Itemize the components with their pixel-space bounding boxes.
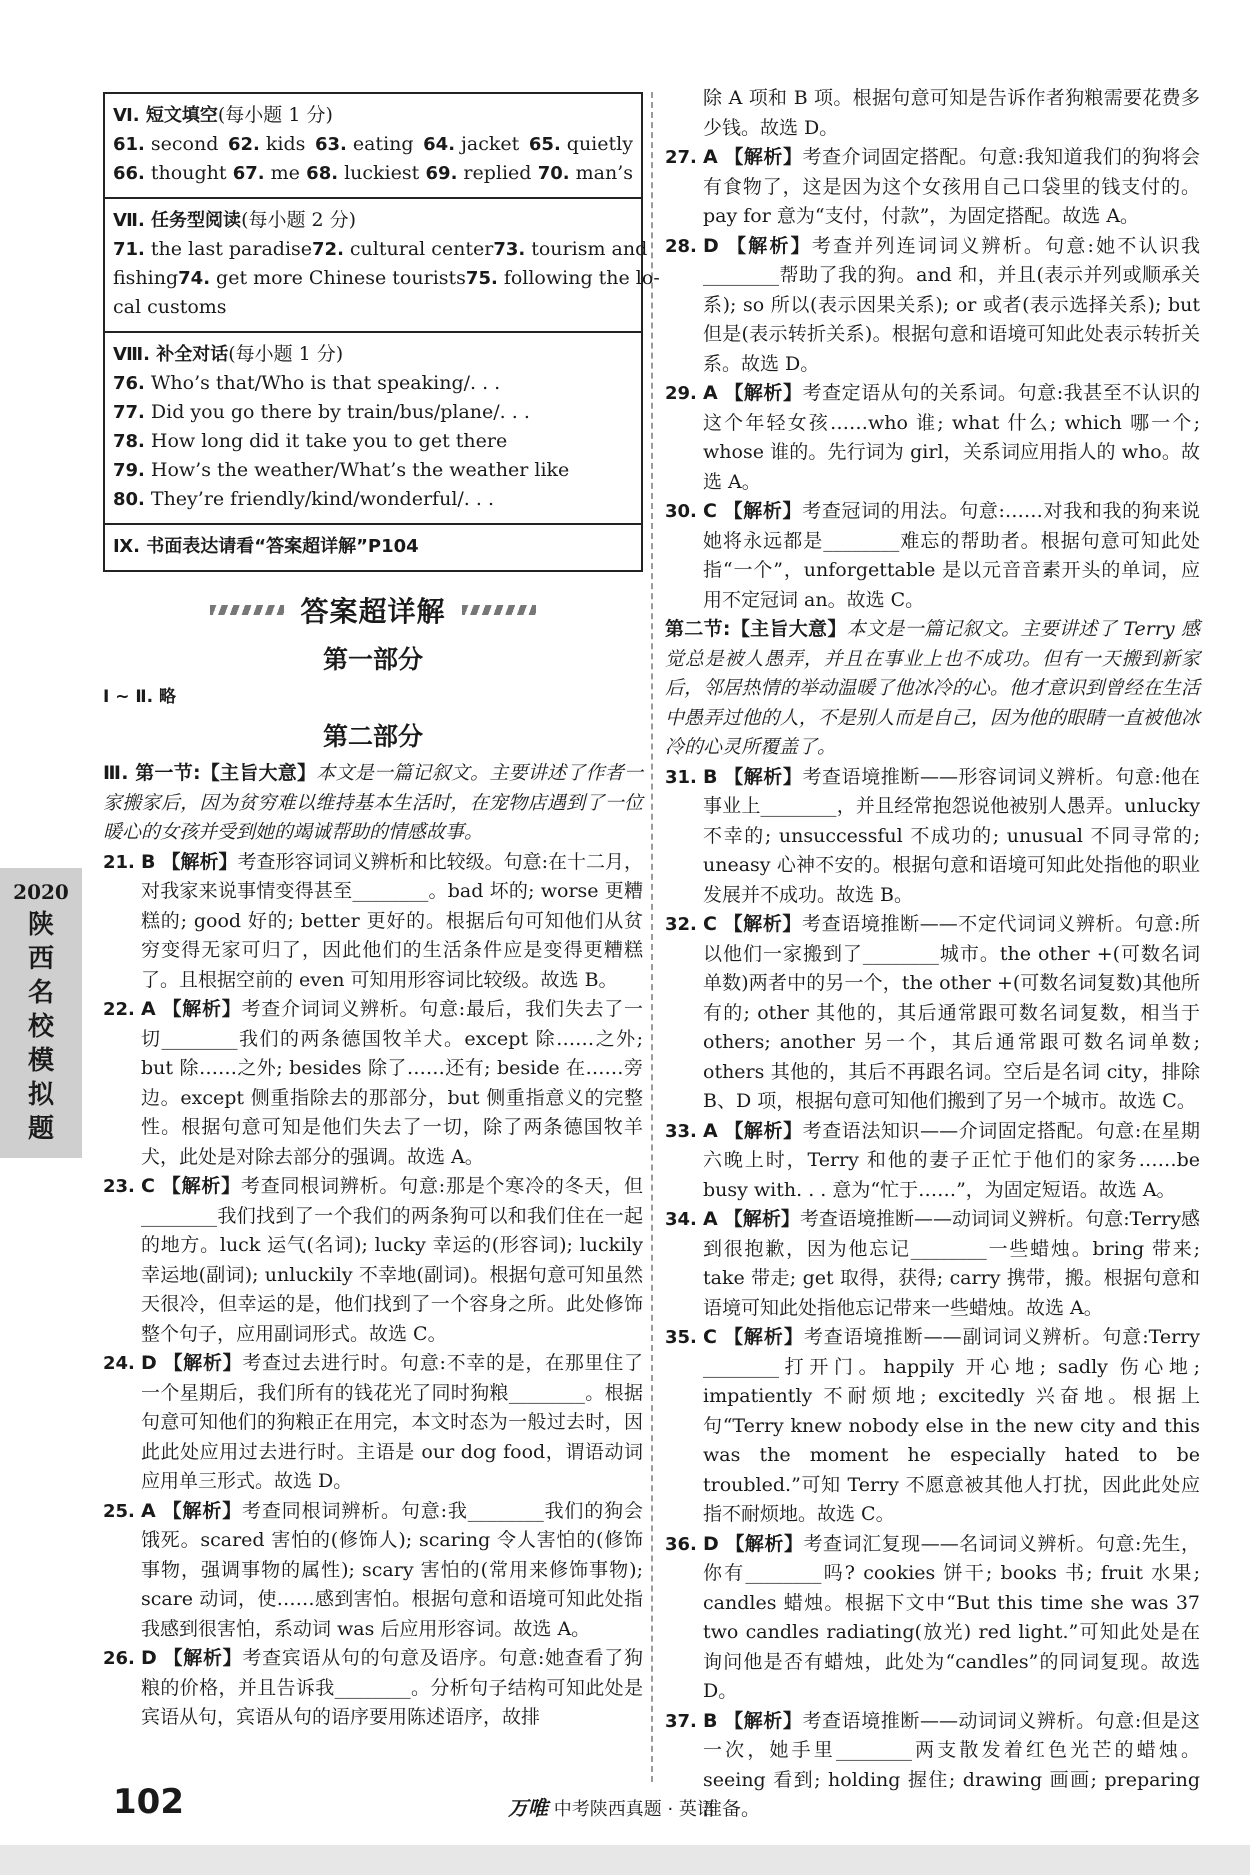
question-number: 36. bbox=[665, 1533, 697, 1555]
banner-title: 答案超详解 bbox=[300, 595, 446, 628]
analysis-label: 【解析】 bbox=[727, 234, 812, 257]
answer-number: 73. bbox=[493, 239, 526, 260]
analysis-label: 【解析】 bbox=[163, 1352, 243, 1374]
writing-note: Ⅸ. 书面表达请看“答案超详解”P104 bbox=[113, 536, 419, 557]
question-number: 24. bbox=[103, 1353, 135, 1374]
explanation-body bbox=[141, 1644, 643, 1733]
answer-text: fishing bbox=[113, 267, 179, 289]
explanation-text: 考查宾语从句的句意及语序。句意:她查看了狗粮的价格，并且告诉我________。分析句子结构可知此处是宾语从句，宾语从句的语序要用陈述语序，故排 bbox=[141, 1647, 643, 1728]
answer-text: thought bbox=[150, 162, 227, 184]
answer-text: luckiest bbox=[344, 162, 420, 184]
explanation-item bbox=[103, 1349, 643, 1497]
explanation-item bbox=[665, 1707, 1200, 1825]
explanation-text: 考查同根词辨析。句意:我________我们的狗会饿死。scared 害怕的(修饰人); scaring 令人害怕的(修饰事物，强调事物的属性); scary 害怕的(常用来修饰事物); scare 动词，使……感到害怕。根据句意和语境可知此处指我感到很害怕，系动词 was 后应用形容词。故选 A。 bbox=[141, 1499, 643, 1640]
answer-box bbox=[103, 92, 660, 572]
explanation-item bbox=[665, 1117, 1200, 1206]
answer-text: following the lo- bbox=[503, 267, 660, 289]
answer-item bbox=[538, 159, 633, 188]
answer-number: 64. bbox=[423, 134, 456, 155]
question-number: 32. bbox=[665, 914, 697, 935]
explanation-item bbox=[103, 1497, 643, 1645]
right-column bbox=[665, 84, 1200, 1825]
explanation-text: 考查过去进行时。句意:不幸的是，在那里住了一个星期后，我们所有的钱花光了同时狗粮________。根据句意可知他们的狗粮正在用完，本文时态为一般过去时，因此此处应用过去进行时。主语是 our dog food，谓语动词应用单三形式。故选 D。 bbox=[141, 1352, 643, 1492]
question-number: 21. bbox=[103, 851, 135, 873]
question-number: 31. bbox=[665, 766, 697, 788]
explanation-text: 考查介词固定搭配。句意:我知道我们的狗将会有食物了，这是因为这个女孩用自己口袋里的钱支付的。pay for 意为“支付，付款”，为固定搭配。故选 A。 bbox=[703, 146, 1200, 227]
explanation-item bbox=[665, 1205, 1200, 1323]
answer-item bbox=[423, 130, 519, 159]
analysis-label: 【解析】 bbox=[724, 1709, 803, 1732]
section-intro-2: 第二节:【主旨大意】本文是一篇记叙文。主要讲述了 Terry 感觉总是被人愚弄，并且在事业上也不成功。但有一天搬到新家后，邻居热情的举动温暖了他冰冷的心。他才意识到曾经在生活中愚弄过他的人，不是别人而是自己，因为他的眼睛一直被他冰冷的心灵所覆盖了。 bbox=[665, 618, 1200, 758]
analysis-label: 【解析】 bbox=[724, 146, 803, 168]
answer-number: 75. bbox=[465, 268, 498, 289]
column-divider bbox=[651, 92, 653, 1782]
dialogue-answer bbox=[113, 369, 633, 398]
right-explanations-b bbox=[665, 763, 1200, 1825]
question-number: 33. bbox=[665, 1120, 697, 1142]
answer-option: B bbox=[703, 765, 718, 788]
question-number: 25. bbox=[103, 1500, 135, 1522]
banner bbox=[103, 590, 643, 630]
section-8 bbox=[105, 333, 641, 525]
explanation-body bbox=[703, 232, 1200, 380]
question-number: 27. bbox=[665, 147, 697, 168]
analysis-label: 【解析】 bbox=[161, 850, 238, 873]
answer-option: A bbox=[703, 1119, 718, 1142]
analysis-label: 【解析】 bbox=[161, 1175, 241, 1197]
part-1-text: Ⅰ ~ Ⅱ. 略 bbox=[103, 687, 176, 707]
section-intro: Ⅲ. 第一节:【主旨大意】本文是一篇记叙文。主要讲述了作者一家搬家后，因为贫穷难以维持基本生活时，在宠物店遇到了一位暖心的女孩并受到她的竭诚帮助的情感故事。 bbox=[103, 762, 643, 843]
answers-row-75-cont: cal customs bbox=[113, 296, 227, 318]
answer-item bbox=[312, 235, 493, 264]
answer-item bbox=[113, 235, 312, 264]
answer-item bbox=[426, 159, 532, 188]
answer-number: 74. bbox=[178, 268, 211, 289]
answer-text: eating bbox=[352, 133, 414, 155]
section-9 bbox=[105, 525, 641, 570]
explanation-body bbox=[141, 1172, 643, 1349]
part-2-title: 第二部分 bbox=[322, 722, 423, 751]
analysis-label: 【解析】 bbox=[724, 765, 803, 788]
explanation-text: 考查同根词辨析。句意:那是个寒冷的冬天，但________我们找到了一个我们的两条狗可以和我们住在一起的地方。luck 运气(名词); lucky 幸运的(形容词); luckily 幸运地(副词); unluckily 不幸地(副词)。根据句意可知虽然天很冷，但幸运的是，他们找到了一个容身之所。此处修饰整个句子，应用副词形式。故选 C。 bbox=[141, 1175, 643, 1345]
analysis-label: 【解析】 bbox=[162, 998, 242, 1020]
question-number: 35. bbox=[665, 1327, 697, 1348]
answer-number: 79. bbox=[113, 460, 145, 481]
answer-item bbox=[113, 159, 226, 188]
section-6 bbox=[105, 94, 641, 199]
answer-item bbox=[178, 264, 466, 293]
banner-stripes-right bbox=[462, 605, 536, 615]
right-explanations-a bbox=[665, 143, 1200, 615]
explanation-item bbox=[665, 763, 1200, 911]
answer-option: D bbox=[703, 1532, 719, 1555]
explanation-body bbox=[703, 910, 1200, 1117]
explanation-item bbox=[665, 1530, 1200, 1707]
answers-row-71 bbox=[113, 235, 648, 264]
analysis-label: 【解析】 bbox=[724, 1119, 803, 1142]
banner-stripes-left bbox=[210, 605, 284, 615]
answer-option: A bbox=[703, 382, 718, 404]
answer-item bbox=[466, 264, 660, 293]
answer-number: 66. bbox=[113, 163, 145, 184]
question-number: 30. bbox=[665, 501, 697, 522]
analysis-label: 【解析】 bbox=[725, 1532, 804, 1555]
explanation-body bbox=[141, 848, 643, 996]
answer-option: C bbox=[703, 913, 717, 935]
answer-option: A bbox=[703, 1208, 718, 1230]
analysis-label: 【解析】 bbox=[162, 1499, 243, 1522]
section-7-header: Ⅶ. 任务型阅读(每小题 2 分) bbox=[113, 209, 357, 231]
section-7 bbox=[105, 199, 660, 333]
explanation-item bbox=[103, 1644, 643, 1733]
answer-number: 69. bbox=[425, 163, 458, 184]
explanation-text: 考查并列连词词义辨析。句意:她不认识我________帮助了我的狗。and 和，并且(表示并列或顺承关系); so 所以(表示因果关系); or 或者(表示选择关系); but 但是(表示转折关系)。根据句意和语境可知此处表示转折关系。故选 D。 bbox=[703, 234, 1200, 375]
explanation-item bbox=[103, 1172, 643, 1349]
explanation-item bbox=[665, 143, 1200, 232]
dialogue-answer bbox=[113, 485, 633, 514]
explanation-body bbox=[703, 1205, 1200, 1323]
question-number: 22. bbox=[103, 999, 135, 1020]
answer-text: quietly bbox=[566, 133, 633, 155]
answer-number: 78. bbox=[113, 431, 145, 452]
explanation-text: 考查语境推断——副词词义辨析。句意:Terry ________打开门。happily 开心地; sadly 伤心地; impatiently 不耐烦地; excitedly 兴奋地。根据上句“Terry knew nobody else in the new city and this was the moment he especially hated to be troubled.”可知 Terry 不愿意被其他人打扰，因此此处应指不耐烦地。故选 C。 bbox=[703, 1326, 1200, 1525]
sidebar-tab bbox=[0, 868, 82, 1158]
explanation-text: 考查语法知识——介词固定搭配。句意:在星期六晚上时，Terry 和他的妻子正忙于他们的家务……be busy with. . . 意为“忙于……”，为固定短语。故选 A。 bbox=[703, 1119, 1200, 1201]
page-number: 102 bbox=[113, 1782, 184, 1822]
section-6-header: Ⅵ. 短文填空(每小题 1 分) bbox=[113, 104, 333, 126]
answer-option: C bbox=[703, 1326, 717, 1348]
answer-item bbox=[306, 159, 419, 188]
answer-number: 61. bbox=[113, 134, 145, 155]
answer-text: cultural center bbox=[349, 238, 494, 260]
explanation-body bbox=[703, 763, 1200, 911]
part-1-title: 第一部分 bbox=[322, 645, 423, 674]
answers-row-1 bbox=[113, 130, 633, 159]
explanation-text: 考查语境推断——形容词词义辨析。句意:他在事业上________，并且经常抱怨说他被别人愚弄。unlucky 不幸的; unsuccessful 不成功的; unusual 不同寻常的; uneasy 心神不安的。根据句意和语境可知此处指他的职业发展并不成功。故选 B。 bbox=[703, 765, 1200, 906]
explanation-body bbox=[703, 1707, 1200, 1825]
question-number: 26. bbox=[103, 1648, 135, 1669]
footer-text: 中考陕西真题 · 英语 bbox=[553, 1799, 715, 1820]
explanation-text: 考查定语从句的关系词。句意:我甚至不认识的这个年轻女孩……who 谁; what 什么; which 哪一个; whose 谁的。先行词为 girl，关系词应用指人的 who。故选 A。 bbox=[703, 382, 1200, 493]
explanation-text: 考查语境推断——动词词义辨析。句意:Terry感到很抱歉，因为他忘记________一些蜡烛。bring 带来; take 带走; get 取得，获得; carry 携带，搬。根据句意和语境可知此处指他忘记带来一些蜡烛。故选 A。 bbox=[703, 1208, 1200, 1319]
answer-text: Who’s that/Who is that speaking/. . . bbox=[150, 372, 501, 394]
analysis-label: 【解析】 bbox=[723, 1326, 804, 1348]
explanation-item bbox=[103, 848, 643, 996]
analysis-label: 【解析】 bbox=[163, 1647, 243, 1669]
answer-number: 71. bbox=[113, 239, 145, 260]
answer-number: 67. bbox=[232, 163, 265, 184]
explanation-body bbox=[703, 1323, 1200, 1530]
explanation-body bbox=[141, 1497, 643, 1645]
answer-number: 77. bbox=[113, 402, 145, 423]
answer-text: kids bbox=[265, 133, 306, 155]
dialogue-answer bbox=[113, 456, 633, 485]
answer-option: D bbox=[141, 1352, 157, 1374]
answer-item bbox=[228, 130, 305, 159]
answer-number: 80. bbox=[113, 489, 145, 510]
answer-number: 70. bbox=[537, 163, 570, 184]
explanation-item bbox=[665, 379, 1200, 497]
answer-item bbox=[233, 159, 300, 188]
explanation-text: 考查形容词词义辨析和比较级。句意:在十二月，对我家来说事情变得甚至________。bad 坏的; worse 更糟糕的; good 好的; better 更好的。根据后句可知他们从贫穷变得无家可归了，因此他们的生活条件应是变得更糟糕了。且根据空前的 even 可知用形容词比较级。故选 B。 bbox=[141, 850, 643, 991]
answer-option: C bbox=[141, 1175, 155, 1197]
answer-option: B bbox=[703, 1709, 718, 1732]
answer-text: the last paradise bbox=[150, 238, 313, 260]
explanation-body bbox=[703, 379, 1200, 497]
explanation-text: 考查介词词义辨析。句意:最后，我们失去了一切________我们的两条德国牧羊犬。except 除……之外; but 除……之外; besides 除了……还有; beside 在……旁边。except 侧重指除去的那部分，but 侧重指意义的完整性。根据句意可知是他们失去了一切，除了两条德国牧羊犬，此处是对除去部分的强调。故选 A。 bbox=[141, 998, 643, 1168]
analysis-label: 【解析】 bbox=[723, 500, 803, 522]
left-explanations bbox=[103, 848, 643, 1733]
answer-text: get more Chinese tourists bbox=[216, 267, 466, 289]
question-number: 34. bbox=[665, 1209, 697, 1230]
answer-item bbox=[529, 130, 633, 159]
explanation-item bbox=[665, 1323, 1200, 1530]
answer-text: Did you go there by train/bus/plane/. . . bbox=[150, 401, 530, 423]
sidebar-year: 2020 bbox=[13, 880, 69, 904]
answer-number: 62. bbox=[227, 134, 260, 155]
explanation-body bbox=[703, 143, 1200, 232]
explanation-item bbox=[103, 995, 643, 1172]
answer-option: D bbox=[703, 234, 719, 257]
explanation-text: 考查冠词的用法。句意:……对我和我的狗来说她将永远都是________难忘的帮助者。根据句意可知此处指“一个”，unforgettable 是以元音音素开头的单词，应用不定冠词 an。故选 C。 bbox=[703, 500, 1200, 611]
answer-number: 63. bbox=[314, 134, 347, 155]
sidebar-title: 陕西名校模拟题 bbox=[27, 910, 54, 1144]
answer-option: D bbox=[141, 1647, 157, 1669]
explanation-text: 考查词汇复现——名词词义辨析。句意:先生，你有________吗? cookies 饼干; books 书; fruit 水果; candles 蜡烛。根据下文中“But this time she was 37 two candles radiating(放光) red light.”可知此处是在询问他是否有蜡烛，此处为“candles”的同词复现。故选 D。 bbox=[703, 1532, 1200, 1702]
left-column bbox=[103, 92, 660, 1733]
question-number: 28. bbox=[665, 235, 697, 257]
explanation-text: 考查语境推断——不定代词词义辨析。句意:所以他们一家搬到了________城市。the other +(可数名词单数)两者中的另一个，the other +(可数名词复数)其他所有的; other 其他的，其后通常跟可数名词复数，相当于 others; another 另一个，其后通常跟可数名词单数; others 其他的，其后不再跟名词。空后是名词 city，排除 B、D 项，根据句意可知他们搬到了另一个城市。故选 C。 bbox=[703, 913, 1200, 1112]
answer-text: replied bbox=[463, 162, 532, 184]
explanation-body bbox=[703, 497, 1200, 615]
answer-number: 68. bbox=[306, 163, 339, 184]
answer-number: 65. bbox=[528, 134, 561, 155]
answer-text: jacket bbox=[461, 133, 520, 155]
answers-row-74 bbox=[113, 264, 660, 293]
answer-option: A bbox=[141, 1499, 156, 1522]
answer-option: B bbox=[141, 850, 156, 873]
question-number: 29. bbox=[665, 383, 697, 404]
explanation-item bbox=[665, 497, 1200, 615]
analysis-label: 【解析】 bbox=[724, 382, 803, 404]
question-number: 37. bbox=[665, 1710, 697, 1732]
explanation-item bbox=[665, 910, 1200, 1117]
footer bbox=[508, 1792, 715, 1821]
answer-option: A bbox=[703, 146, 718, 168]
answer-item bbox=[493, 235, 647, 264]
answer-text: tourism and bbox=[531, 238, 648, 260]
explanation-body bbox=[141, 995, 643, 1172]
answer-text: me bbox=[270, 162, 300, 184]
answer-text: man’s bbox=[575, 162, 633, 184]
explanation-body bbox=[703, 1117, 1200, 1206]
answer-text: How long did it take you to get there bbox=[150, 430, 508, 452]
analysis-label: 【解析】 bbox=[723, 1208, 800, 1230]
item-26-continued: 除 A 项和 B 项。根据句意可知是告诉作者狗粮需要花费多少钱。故选 D。 bbox=[703, 87, 1200, 139]
explanation-item bbox=[665, 232, 1200, 380]
answer-item bbox=[113, 130, 218, 159]
analysis-label: 【解析】 bbox=[723, 913, 803, 935]
answer-text: How’s the weather/What’s the weather like bbox=[150, 459, 570, 481]
dialogue-answers bbox=[113, 369, 633, 514]
explanation-body bbox=[703, 1530, 1200, 1707]
explanation-text: 考查语境推断——动词词义辨析。句意:但是这一次，她手里________两支散发着红色光芒的蜡烛。seeing 看到; holding 握住; drawing 画画; preparing 准备。 bbox=[703, 1709, 1200, 1820]
dialogue-answer bbox=[113, 398, 633, 427]
footer-brand: 万唯 bbox=[508, 1796, 548, 1820]
answers-row-2 bbox=[113, 159, 633, 188]
answer-text: second bbox=[150, 133, 219, 155]
answer-number: 72. bbox=[312, 239, 344, 260]
explanation-body bbox=[141, 1349, 643, 1497]
answer-text: They’re friendly/kind/wonderful/. . . bbox=[150, 488, 494, 510]
answer-option: C bbox=[703, 500, 717, 522]
answer-number: 76. bbox=[113, 373, 145, 394]
answer-option: A bbox=[141, 998, 156, 1020]
answer-item bbox=[315, 130, 414, 159]
dialogue-answer bbox=[113, 427, 633, 456]
bottom-strip bbox=[0, 1845, 1250, 1875]
question-number: 23. bbox=[103, 1176, 135, 1197]
section-8-header: Ⅷ. 补全对话(每小题 1 分) bbox=[113, 343, 344, 365]
